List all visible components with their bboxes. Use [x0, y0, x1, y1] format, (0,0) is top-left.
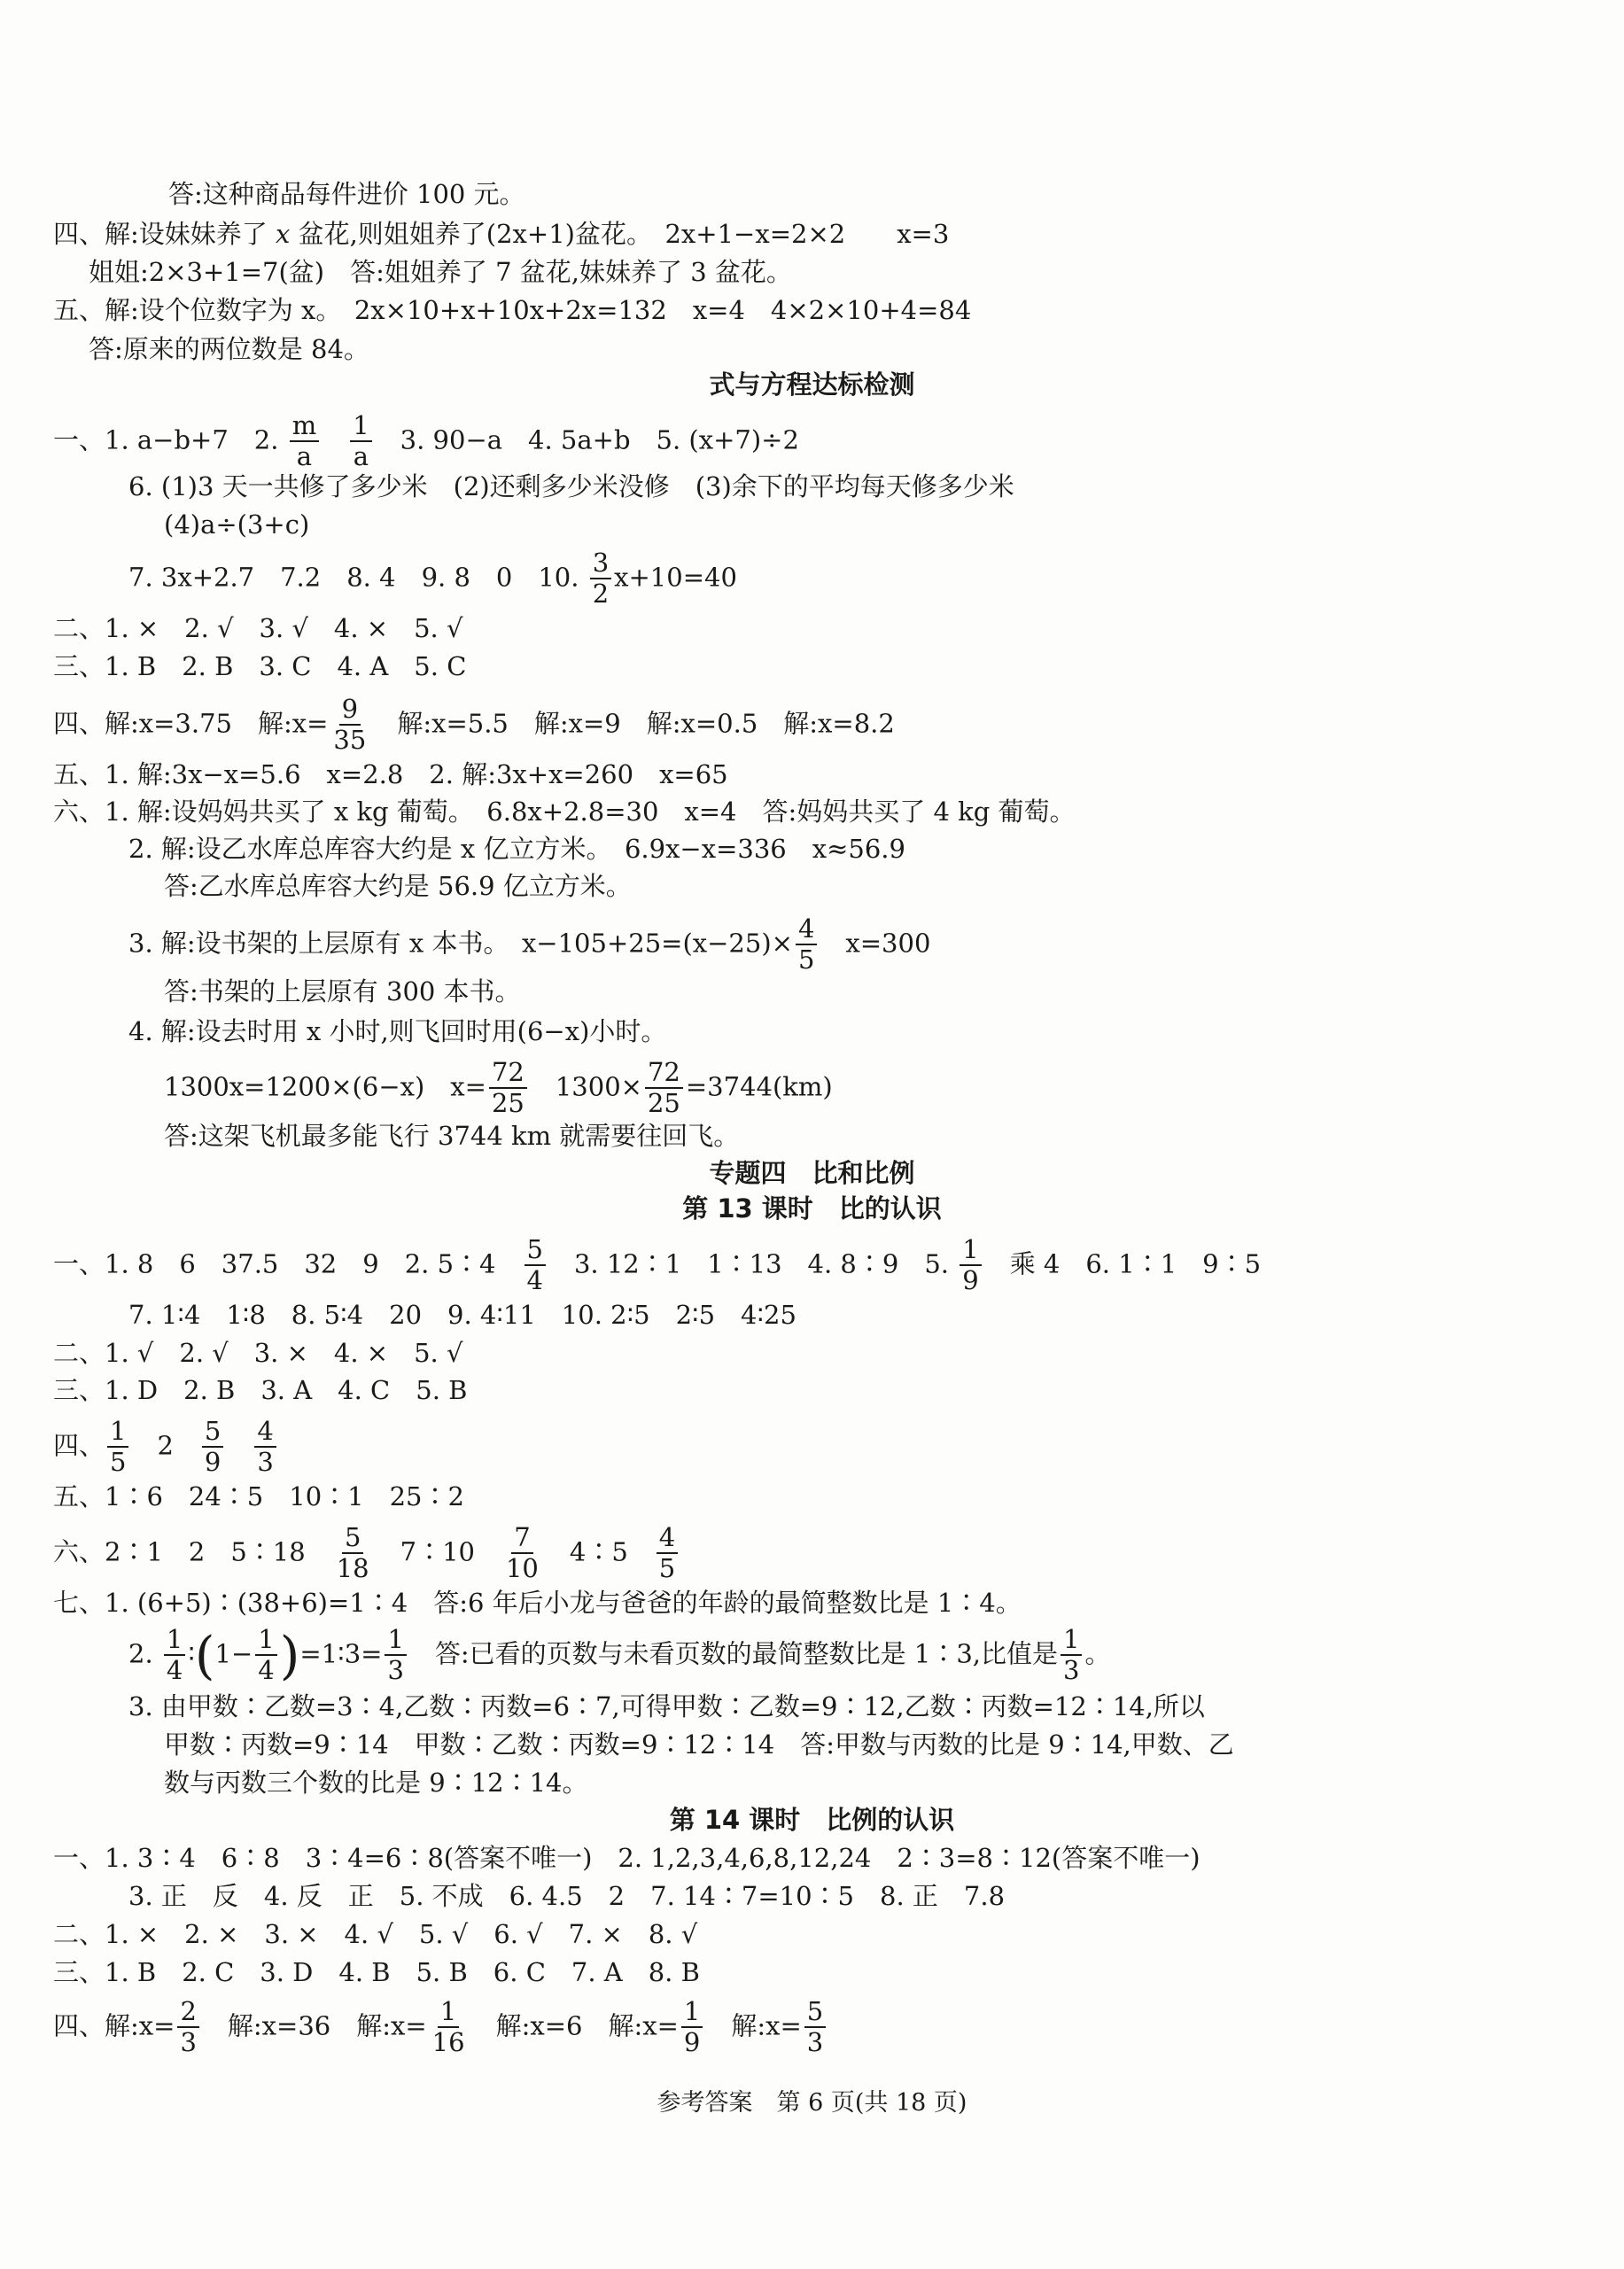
fraction: $\frac{5}{9}$	[202, 1418, 223, 1477]
answer-line: 答:这种商品每件进价 100 元。	[168, 179, 525, 209]
answer-line: (4)a÷(3+c)	[164, 509, 310, 540]
answer-line: 一、1. 3∶4 6∶8 3∶4=6∶8(答案不唯一) 2. 1,2,3,4,6,8,12,24 2∶3=8∶12(答案不唯一)	[53, 1843, 1201, 1873]
answer-line: 姐姐:2×3+1=7(盆) 答:姐姐养了 7 盆花,妹妹养了 3 盆花。	[89, 257, 792, 287]
section-heading: 式与方程达标检测	[709, 369, 915, 400]
answer-line: 甲数∶丙数=9∶14 甲数∶乙数∶丙数=9∶12∶14 答:甲数与丙数的比是 9∶14,甲数、乙	[164, 1729, 1234, 1760]
answer-line: 五、解:设个位数字为 x。 2x×10+x+10x+2x=132 x=4 4×2×10+4=84	[53, 295, 972, 325]
answer-line: 二、1. × 2. × 3. × 4. √ 5. √ 6. √ 7. × 8. √	[53, 1919, 698, 1949]
answer-line: 1300x=1200×(6−x) x= $\frac{72}{25}$ 1300× $\frac{72}{25}$ =3744(km)	[164, 1057, 833, 1119]
fraction: $\frac{4}{3}$	[254, 1418, 276, 1477]
fraction: $\frac{1}{16}$	[431, 1996, 465, 2058]
fraction: $\frac{5}{4}$	[524, 1236, 546, 1295]
page-footer: 参考答案 第 6 页(共 18 页)	[657, 2089, 967, 2117]
answer-line: 数与丙数三个数的比是 9∶12∶14。	[164, 1768, 588, 1798]
fraction: $\frac{1}{4}$	[255, 1626, 276, 1685]
answer-line: 六、1. 解:设妈妈共买了 x kg 葡萄。 6.8x+2.8=30 x=4 答:妈妈共买了 4 kg 葡萄。	[53, 796, 1076, 827]
answer-line: 二、1. × 2. √ 3. √ 4. × 5. √	[53, 613, 463, 643]
answer-line: 七、1. (6+5)∶(38+6)=1∶4 答:6 年后小龙与爸爸的年龄的最简整数比是 1∶4。	[53, 1588, 1022, 1618]
answer-line: 三、1. B 2. B 3. C 4. A 5. C	[53, 651, 467, 681]
fraction: $\frac{3}{2}$	[590, 549, 611, 609]
answer-line: 2. $\frac{1}{4}$ ∶(1− $\frac{1}{4}$ )=1∶3= $\frac{1}{3}$ 答:已看的页数与未看页数的最简整数比是 1∶3,比值是 $\frac{1}{3}$ 。	[128, 1624, 1111, 1686]
answer-line: 一、1. 8 6 37.5 32 9 2. 5∶4 $\frac{5}{4}$ 3. 12∶1 1∶13 4. 8∶9 5. $\frac{1}{9}$ 乘 4 6. 1∶1 9∶5	[53, 1234, 1262, 1296]
fraction: $\frac{5}{18}$	[336, 1522, 369, 1584]
fraction: $\frac{72}{25}$	[645, 1059, 683, 1118]
section-heading: 第 14 课时 比例的认识	[669, 1805, 955, 1835]
fraction: $\frac{9}{35}$	[333, 694, 367, 756]
fraction: $\frac{2}{3}$	[177, 1998, 198, 2057]
answer-line: 6. (1)3 天一共修了多少米 (2)还剩多少米没修 (3)余下的平均每天修多少米	[128, 471, 1014, 501]
fraction: $\frac{4}{5}$	[796, 915, 817, 975]
answer-line: 二、1. √ 2. √ 3. × 4. × 5. √	[53, 1338, 463, 1368]
answer-line: 五、1. 解:3x−x=5.6 x=2.8 2. 解:3x+x=260 x=65	[53, 759, 728, 789]
answer-line: 4. 解:设去时用 x 小时,则飞回时用(6−x)小时。	[128, 1016, 667, 1046]
fraction: $\frac{7}{10}$	[505, 1522, 539, 1584]
fraction: $\frac{1}{5}$	[107, 1418, 128, 1477]
answer-line: 2. 解:设乙水库总库容大约是 x 亿立方米。 6.9x−x=336 x≈56.9	[128, 834, 905, 864]
fraction: $\frac{4}{5}$	[657, 1524, 678, 1583]
section-heading: 专题四 比和比例	[709, 1158, 915, 1188]
answer-line: 五、1∶6 24∶5 10∶1 25∶2	[53, 1481, 464, 1511]
answer-line: 四、 $\frac{1}{5}$ 2 $\frac{5}{9}$ $\frac{4}{3}$	[53, 1418, 279, 1477]
fraction: $\frac{1}{9}$	[960, 1236, 981, 1295]
answer-line: 三、1. B 2. C 3. D 4. B 5. B 6. C 7. A 8. B	[53, 1957, 700, 1987]
answer-line: 答:原来的两位数是 84。	[89, 334, 369, 364]
answer-line: 四、解:x= $\frac{2}{3}$ 解:x=36 解:x= $\frac{1}{16}$ 解:x=6 解:x= $\frac{1}{9}$ 解:x= $\frac{5}{3}$	[53, 1998, 828, 2057]
answer-line: 三、1. D 2. B 3. A 4. C 5. B	[53, 1375, 468, 1405]
fraction: $\frac{1}{9}$	[681, 1998, 703, 2057]
answer-line: 7. 3x+2.7 7.2 8. 4 9. 8 0 10. $\frac{3}{2}$ x+10=40	[128, 548, 737, 610]
fraction: $\frac{1}{3}$	[385, 1626, 406, 1685]
section-heading: 第 13 课时 比的认识	[682, 1193, 942, 1224]
answer-line: 答:这架飞机最多能飞行 3744 km 就需要往回飞。	[164, 1121, 740, 1151]
fraction: $\frac{m}{a}$	[290, 412, 320, 471]
fraction: $\frac{1}{3}$	[1061, 1626, 1082, 1685]
answer-line: 答:书架的上层原有 300 本书。	[164, 976, 521, 1006]
answer-line: 3. 解:设书架的上层原有 x 本书。 x−105+25=(x−25)× $\frac{4}{5}$ x=300	[128, 913, 931, 975]
answer-line: 一、1. a−b+7 2. $\frac{m}{a}$ $\frac{1}{a}$ 3. 90−a 4. 5a+b 5. (x+7)÷2	[53, 410, 799, 472]
fraction: $\frac{5}{3}$	[804, 1998, 826, 2057]
answer-line: 3. 正 反 4. 反 正 5. 不成 6. 4.5 2 7. 14∶7=10∶5 8. 正 7.8	[128, 1881, 1006, 1911]
answer-line: 四、解:设妹妹养了 x 盆花,则姐姐养了(2x+1)盆花。 2x+1−x=2×2 x=3	[53, 219, 950, 249]
answer-line: 3. 由甲数∶乙数=3∶4,乙数∶丙数=6∶7,可得甲数∶乙数=9∶12,乙数∶丙数=12∶14,所以	[128, 1691, 1205, 1721]
answer-line: 六、2∶1 2 5∶18 $\frac{5}{18}$ 7∶10 $\frac{7}{10}$ 4∶5 $\frac{4}{5}$	[53, 1524, 680, 1583]
fraction: $\frac{72}{25}$	[489, 1059, 527, 1118]
fraction: $\frac{1}{a}$	[350, 412, 371, 471]
fraction: $\frac{1}{4}$	[164, 1626, 185, 1685]
answer-line: 四、解:x=3.75 解:x= $\frac{9}{35}$ 解:x=5.5 解:x=9 解:x=0.5 解:x=8.2	[53, 694, 895, 756]
answer-line: 答:乙水库总库容大约是 56.9 亿立方米。	[164, 871, 632, 901]
answer-line: 7. 1∶4 1∶8 8. 5∶4 20 9. 4∶11 10. 2∶5 2∶5 4∶25	[128, 1300, 796, 1330]
